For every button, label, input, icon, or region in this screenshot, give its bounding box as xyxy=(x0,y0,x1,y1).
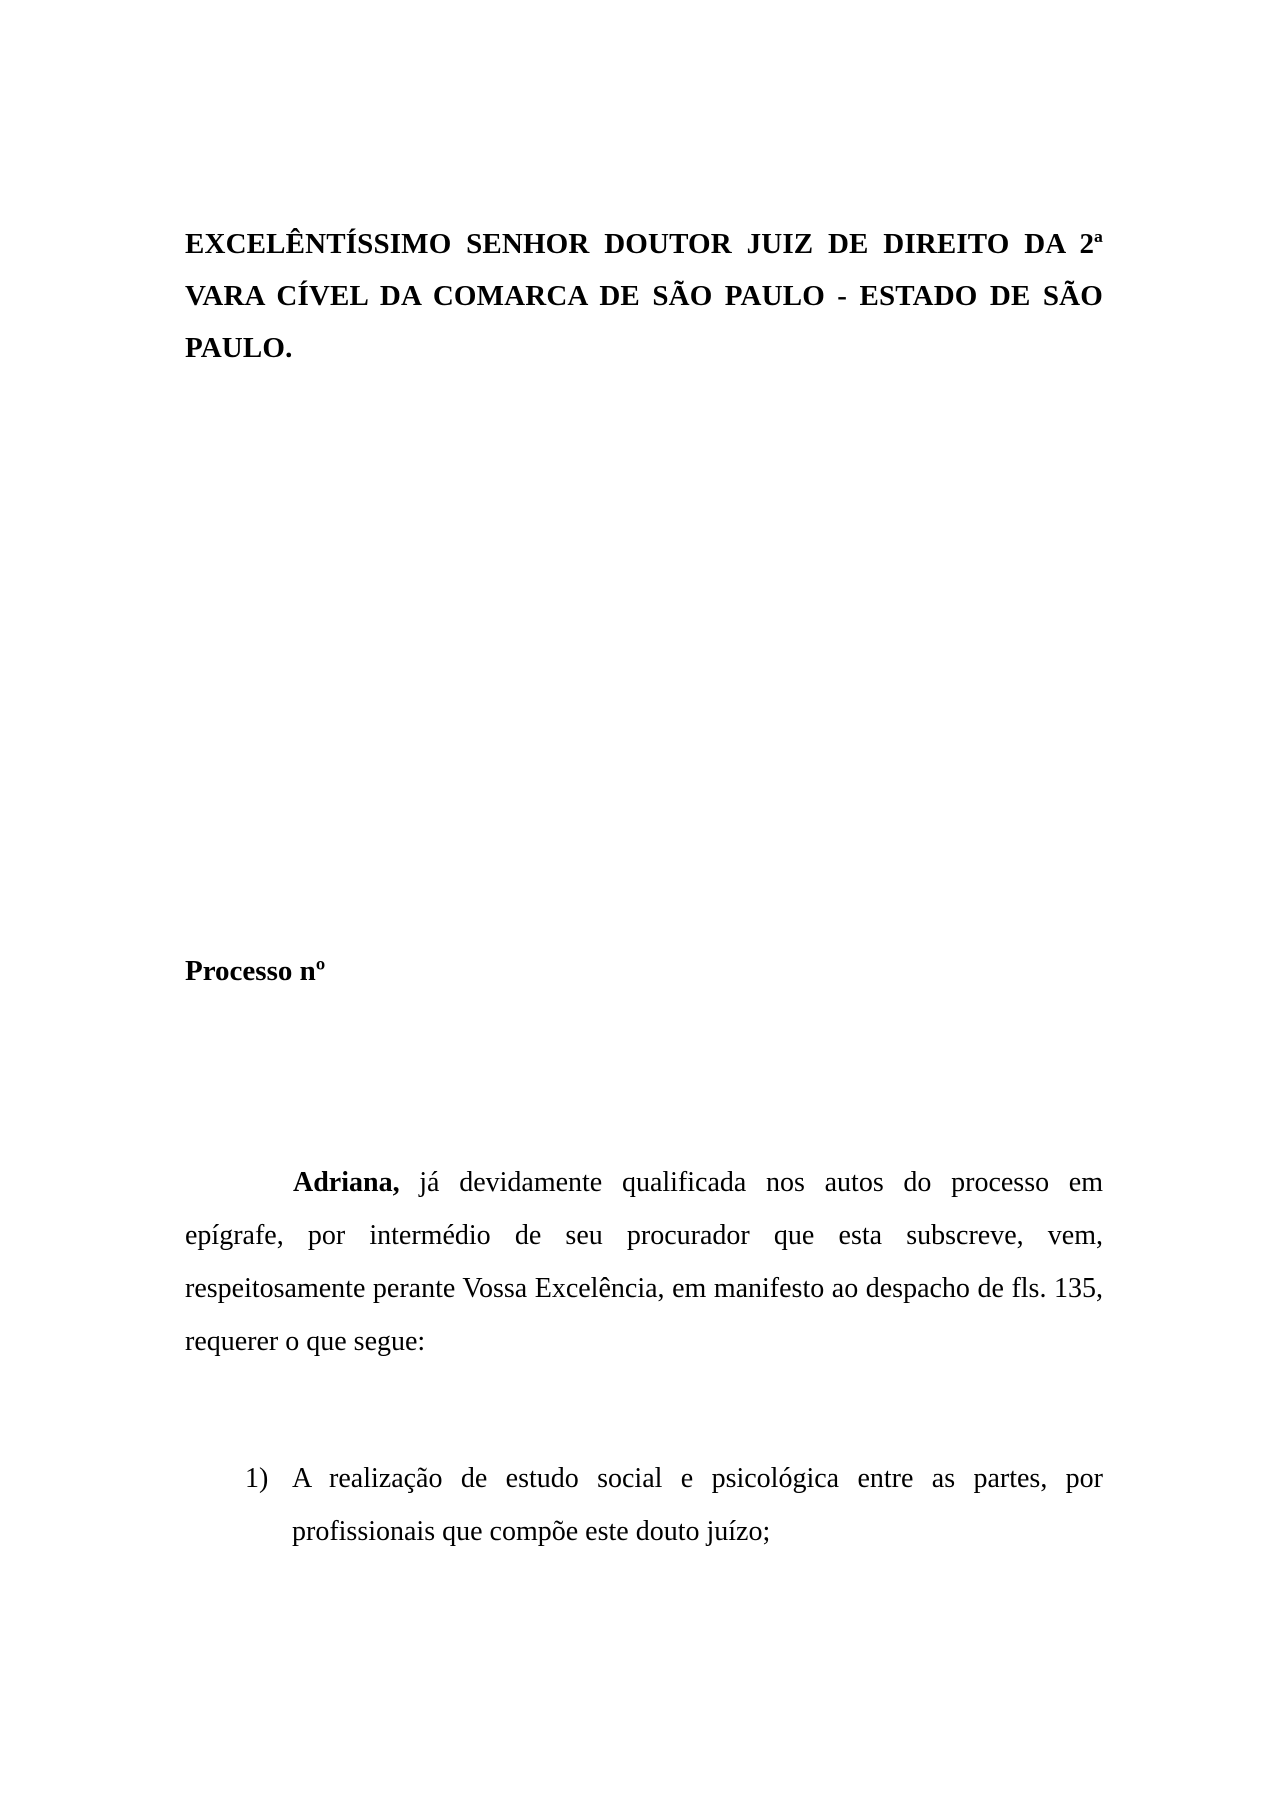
intro-body: já devidamente qualificada nos autos do processo em epígrafe, por intermédio de seu procurador que esta subscreve, vem, respeitosamente perante Vossa Excelência, em manifesto ao despacho de fls. 135, requerer o que segue: xyxy=(185,1167,1103,1357)
list-item-text: A realização de estudo social e psicológica entre as partes, por profissionais que compõe este douto juízo; xyxy=(292,1463,1103,1547)
process-number-label: Processo nº xyxy=(185,955,326,987)
party-name: Adriana, xyxy=(293,1167,400,1198)
list-item-number: 1) xyxy=(245,1463,269,1494)
intro-paragraph xyxy=(185,1156,1103,1368)
list-item xyxy=(185,1452,1103,1558)
requests-list xyxy=(185,1452,1103,1558)
document-heading: EXCELÊNTÍSSIMO SENHOR DOUTOR JUIZ DE DIREITO DA 2ª VARA CÍVEL DA COMARCA DE SÃO PAULO - ESTADO DE SÃO PAULO. xyxy=(185,228,1103,364)
